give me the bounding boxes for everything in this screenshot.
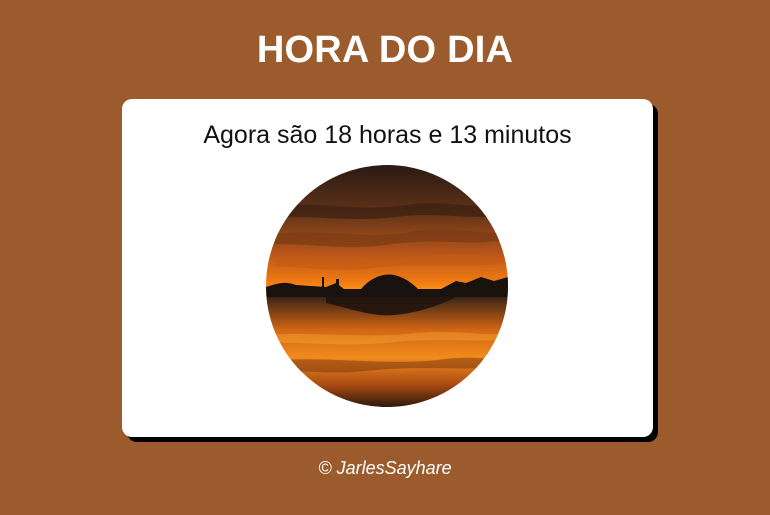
footer-copyright: © JarlesSayhare <box>318 458 452 478</box>
page-title: HORA DO DIA <box>256 29 514 71</box>
sunset-image <box>266 165 508 407</box>
time-card <box>122 99 653 437</box>
time-message: Agora são 18 horas e 13 minutos <box>203 121 572 149</box>
